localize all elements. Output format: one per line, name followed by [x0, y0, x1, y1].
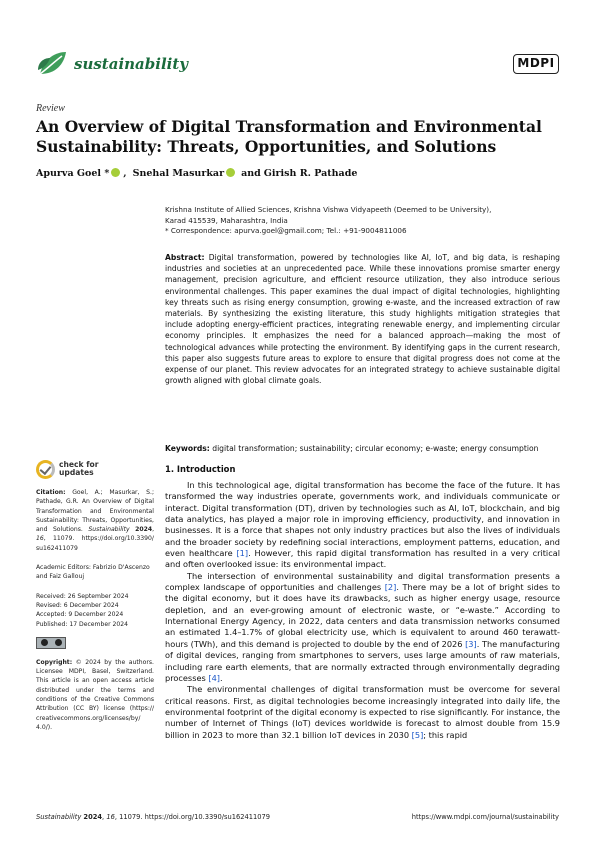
abstract — [165, 252, 560, 386]
body-text — [165, 480, 560, 741]
accepted-date: Accepted: 9 December 2024 — [36, 611, 124, 619]
affiliation-block — [165, 205, 560, 237]
citation-link[interactable]: [2] — [384, 582, 397, 593]
body-paragraph — [165, 480, 560, 571]
published-date: Published: 17 December 2024 — [36, 620, 129, 628]
citation-link[interactable]: [1] — [236, 548, 249, 559]
author-name[interactable]: Snehal Masurkar — [132, 168, 225, 179]
body-paragraph — [165, 684, 560, 741]
author-separator: , — [123, 168, 127, 179]
check-updates-icon — [36, 460, 55, 479]
citation-journal: Sustainability — [88, 526, 130, 534]
cc-by-license-icon[interactable] — [36, 637, 66, 649]
paragraph-text: In this technological age, digital transformation has become the face of the future. It has transformed the way industries operate, governments work, and individuals communicate or interact. Digital transformation (DT), driven by technologies such as AI, IoT, blockchain, and big data analytics, has played a major role in improving efficiency, productivity, and innovation in businesses. It is a force that shapes not only industry practices but also the lives of individuals and the broader society by redefining social interactions, employment patterns, education, and even healthcare — [165, 480, 560, 559]
academic-editors: Academic Editors: Fabrizio D'Ascenzo and Faiz Gallouj — [36, 564, 150, 581]
copyright-text: © 2024 by the authors. Licensee MDPI, Basel, Switzerland. This article is an open access article distributed under the terms and conditions of the Creative Commons Attribution (CC BY) license (https:// creativecommons.org/licenses/by/ 4.0/). — [36, 658, 154, 731]
publisher-name: MDPI — [517, 56, 555, 70]
keywords — [165, 443, 560, 454]
orcid-icon[interactable] — [111, 168, 120, 177]
paragraph-text: The environmental challenges of digital transformation must be overcome for several critical reasons. First, as digital technologies become increasingly integrated into daily life, the environmental footprint of the digital economy is expected to rise significantly. For instance, the number of Internet of Things (IoT) devices worldwide is forecast to almost double from 15.9 billion in 2023 to more than 32.1 billion IoT devices in 2030 — [165, 684, 560, 740]
author-list — [36, 168, 357, 179]
footer-volume: 16 — [106, 813, 115, 821]
check-updates-line: check for — [59, 460, 99, 469]
publisher-logo[interactable] — [513, 54, 559, 74]
abstract-text: Digital transformation, powered by technologies like AI, IoT, and big data, is reshaping industries and societies at an unprecedented pace. While these innovations promise smarter energy management, precision agriculture, and efficient resource utilization, they also introduce serious environmental challenges. This paper examines the dual impact of digital technologies, highlighting key threats such as rising energy consumption, growing e-waste, and the increased extraction of raw materials. By synthesizing the existing literature, this study highlights mitigation strategies that include adopting energy-efficient practices, integrating renewable energy, and implementing circular economy principles. It emphasizes the need for a balanced approach—making the most of technological advances while protecting the environment. By identifying gaps in the current research, this paper also suggests future areas to explore to ensure that digital progress does not come at the expense of our planet. This review advocates for an integrated strategy to achieve sustainable digital growth aligned with global climate goals. — [165, 253, 560, 386]
citation-link[interactable]: [5] — [411, 729, 424, 740]
footer-doi[interactable]: , 11079. https://doi.org/10.3390/su162411079 — [114, 813, 271, 821]
citation-text: Goel, A.; Masurkar, S.; Pathade, G.R. An Overview of Digital Transformation and Environmental Sustainability: Threats, Opportunities, and Solutions. — [36, 489, 154, 534]
citation-link[interactable]: [4] — [208, 672, 220, 683]
article-sidebar — [36, 458, 154, 732]
leaf-logo-icon — [36, 48, 68, 80]
author-name[interactable]: Apurva Goel * — [36, 168, 110, 179]
paragraph-text: . There may be a lot of bright sides to the digital economy, but it does have its drawbacks, such as higher energy usage, resource depletion, and an ever-growing amount of electronic waste, or “e-waste.” According to International Energy Agency, in 2022, data centers and data transmission networks consumed an estimated 1.4–1.7% of global electricity use, which is equivalent to around 460 terawatt-hours (TWh), and this demand is projected to double by the end of 2026 — [165, 582, 560, 649]
footer-citation: Sustainability 2024, 16, 11079. https://doi.org/10.3390/su162411079 — [36, 813, 271, 821]
dates-block — [36, 592, 154, 629]
received-date: Received: 26 September 2024 — [36, 592, 129, 600]
paragraph-text: . However, this rapid digital transformation has resulted in a very critical and often overlooked issue: its environmental impact. — [165, 548, 560, 570]
license-block — [36, 637, 154, 649]
citation-volume: 16 — [36, 535, 44, 543]
copyright-label: Copyright: — [36, 658, 73, 666]
correspondence-line: * Correspondence: apurva.goel@gmail.com; Tel.: +91-9004811006 — [165, 226, 407, 235]
footer-journal-url[interactable]: https://www.mdpi.com/journal/sustainability — [411, 813, 559, 821]
article-type: Review — [36, 103, 65, 114]
revised-date: Revised: 6 December 2024 — [36, 601, 119, 609]
author-separator: and — [241, 168, 261, 179]
keywords-text: digital transformation; sustainability; circular economy; e-waste; energy consumption — [212, 444, 539, 453]
paragraph-text: . — [219, 672, 223, 683]
footer-year: 2024 — [83, 813, 103, 821]
paragraph-text: . The manufacturing of digital devices, ranging from smartphones to servers, uses large amounts of raw materials, including rare earth elements, that are normally extracted through environmentally degrading processes — [165, 638, 561, 683]
abstract-label: Abstract: — [165, 253, 205, 262]
journal-logo[interactable] — [36, 48, 188, 80]
section-heading: 1. Introduction — [165, 464, 236, 474]
affiliation-line: Krishna Institute of Allied Sciences, Krishna Vishwa Vidyapeeth (Deemed to be University), — [165, 205, 492, 214]
paragraph-text: ; this rapid — [423, 729, 468, 740]
affiliation-line: Karad 415539, Maharashtra, India — [165, 215, 288, 225]
check-updates-line: updates — [59, 468, 94, 477]
citation-block: Citation: Goel, A.; Masurkar, S.; Pathade, G.R. An Overview of Digital Transformation and Environmental Sustainability: Threats, Opportunities, and Solutions. Sustainability 2024, 16, 11079. https://doi.org/10.3390/ su162411079 — [36, 489, 155, 552]
paragraph-text: The intersection of environmental sustainability and digital transformation presents a complex landscape of opportunities and challenges — [165, 570, 560, 593]
page-footer — [36, 813, 559, 821]
author-name[interactable]: Girish R. Pathade — [263, 168, 358, 179]
keywords-label: Keywords: — [165, 444, 210, 453]
citation-doi[interactable]: , 11079. https://doi.org/10.3390/ su162411079 — [36, 535, 154, 552]
citation-link[interactable]: [3] — [465, 638, 477, 649]
article-title: An Overview of Digital Transformation and Environmental Sustainability: Threats, Opportunities, and Solutions — [36, 117, 542, 156]
journal-name: sustainability — [74, 55, 188, 73]
footer-journal: Sustainability — [36, 813, 82, 821]
check-for-updates-button[interactable] — [36, 458, 154, 480]
page-header — [36, 44, 559, 90]
citation-year: 2024 — [135, 526, 153, 534]
orcid-icon[interactable] — [226, 168, 235, 177]
body-paragraph — [165, 571, 560, 684]
citation-label: Citation: — [36, 489, 66, 496]
copyright-block — [36, 658, 154, 732]
